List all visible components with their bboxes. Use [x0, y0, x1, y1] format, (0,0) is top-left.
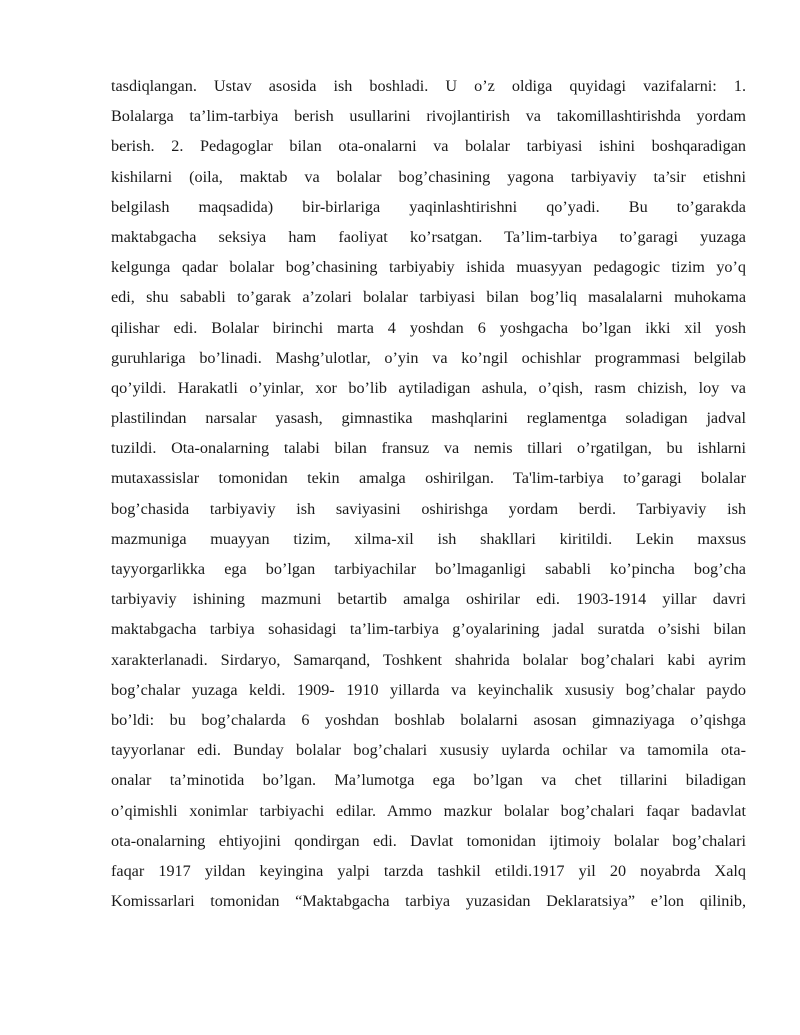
text-line-21: bog’chalar yuzaga keldi. 1909- 1910 yillarda va keyinchalik xususiy bog’chalar paydo	[111, 680, 746, 699]
body-text	[111, 71, 746, 916]
text-line-7: kelgunga qadar bolalar bog’chasining tarbiyabiy ishida muasyyan pedagogic tizim yo’q	[111, 258, 746, 277]
text-line-3: berish. 2. Pedagoglar bilan ota-onalarni va bolalar tarbiyasi ishini boshqaradigan	[111, 137, 746, 156]
text-line-22: bo’ldi: bu bog’chalarda 6 yoshdan boshlab bolalarni asosan gimnaziyaga o’qishga	[111, 710, 746, 729]
text-line-10: guruhlariga bo’linadi. Mashg’ulotlar, o’yin va ko’ngil ochishlar programmasi belgilab	[111, 348, 746, 367]
text-line-25: o’qimishli xonimlar tarbiyachi edilar. Ammo mazkur bolalar bog’chalari faqar badavlat	[111, 801, 746, 820]
text-line-28: Komissarlari tomonidan “Maktabgacha tarbiya yuzasidan Deklaratsiya” e’lon qilinib,	[111, 892, 746, 911]
text-line-2: Bolalarga ta’lim-tarbiya berish usullarini rivojlantirish va takomillashtirishda yordam	[111, 107, 746, 126]
text-line-19: maktabgacha tarbiya sohasidagi ta’lim-tarbiya g’oyalarining jadal suratda o’sishi bilan	[111, 620, 746, 639]
text-line-17: tayyorgarlikka ega bo’lgan tarbiyachilar bo’lmaganligi sababli ko’pincha bog’cha	[111, 560, 746, 578]
text-line-8: edi, shu sababli to’garak a’zolari bolalar tarbiyasi bilan bog’liq masalalarni muhokama	[111, 288, 746, 307]
text-line-15: bog’chasida tarbiyaviy ish saviyasini oshirishga yordam berdi. Tarbiyaviy ish	[111, 499, 746, 518]
text-line-14: mutaxassislar tomonidan tekin amalga oshirilgan. Ta'lim-tarbiya to’garagi bolalar	[111, 469, 746, 488]
text-line-18: tarbiyaviy ishining mazmuni betartib amalga oshirilar edi. 1903-1914 yillar davri	[111, 590, 746, 609]
text-line-23: tayyorlanar edi. Bunday bolalar bog’chalari xususiy uylarda ochilar va tamomila ota-	[111, 741, 746, 760]
text-line-26: ota-onalarning ehtiyojini qondirgan edi. Davlat tomonidan ijtimoiy bolalar bog’chalari	[111, 831, 746, 850]
text-line-11: qo’yildi. Harakatli o’yinlar, xor bo’lib aytiladigan ashula, o’qish, rasm chizish, loy va	[111, 378, 746, 397]
text-line-6: maktabgacha seksiya ham faoliyat ko’rsatgan. Ta’lim-tarbiya to’garagi yuzaga	[111, 227, 746, 246]
text-line-9: qilishar edi. Bolalar birinchi marta 4 yoshdan 6 yoshgacha bo’lgan ikki xil yosh	[111, 318, 746, 337]
text-line-4: kishilarni (oila, maktab va bolalar bog’chasining yagona tarbiyaviy ta’sir etishni	[111, 167, 746, 186]
text-line-13: tuzildi. Ota-onalarning talabi bilan fransuz va nemis tillari o’rgatilgan, bu ishlarni	[111, 439, 746, 458]
text-line-27: faqar 1917 yildan keyingina yalpi tarzda tashkil etildi.1917 yil 20 noyabrda Xalq	[111, 861, 746, 880]
text-line-12: plastilindan narsalar yasash, gimnastika mashqlarini reglamentga soladigan jadval	[111, 409, 746, 428]
text-line-16: mazmuniga muayyan tizim, xilma-xil ish shakllari kiritildi. Lekin maxsus	[111, 529, 746, 548]
text-line-5: belgilash maqsadida) bir-birlariga yaqinlashtirishni qo’yadi. Bu to’garakda	[111, 197, 746, 216]
text-line-1: tasdiqlangan. Ustav asosida ish boshladi. U o’z oldiga quyidagi vazifalarni: 1.	[111, 77, 746, 95]
text-line-20: xarakterlanadi. Sirdaryo, Samarqand, Toshkent shahrida bolalar bog’chalari kabi ayrim	[111, 650, 746, 669]
text-line-24: onalar ta’minotida bo’lgan. Ma’lumotga ega bo’lgan va chet tillarini biladigan	[111, 771, 746, 790]
